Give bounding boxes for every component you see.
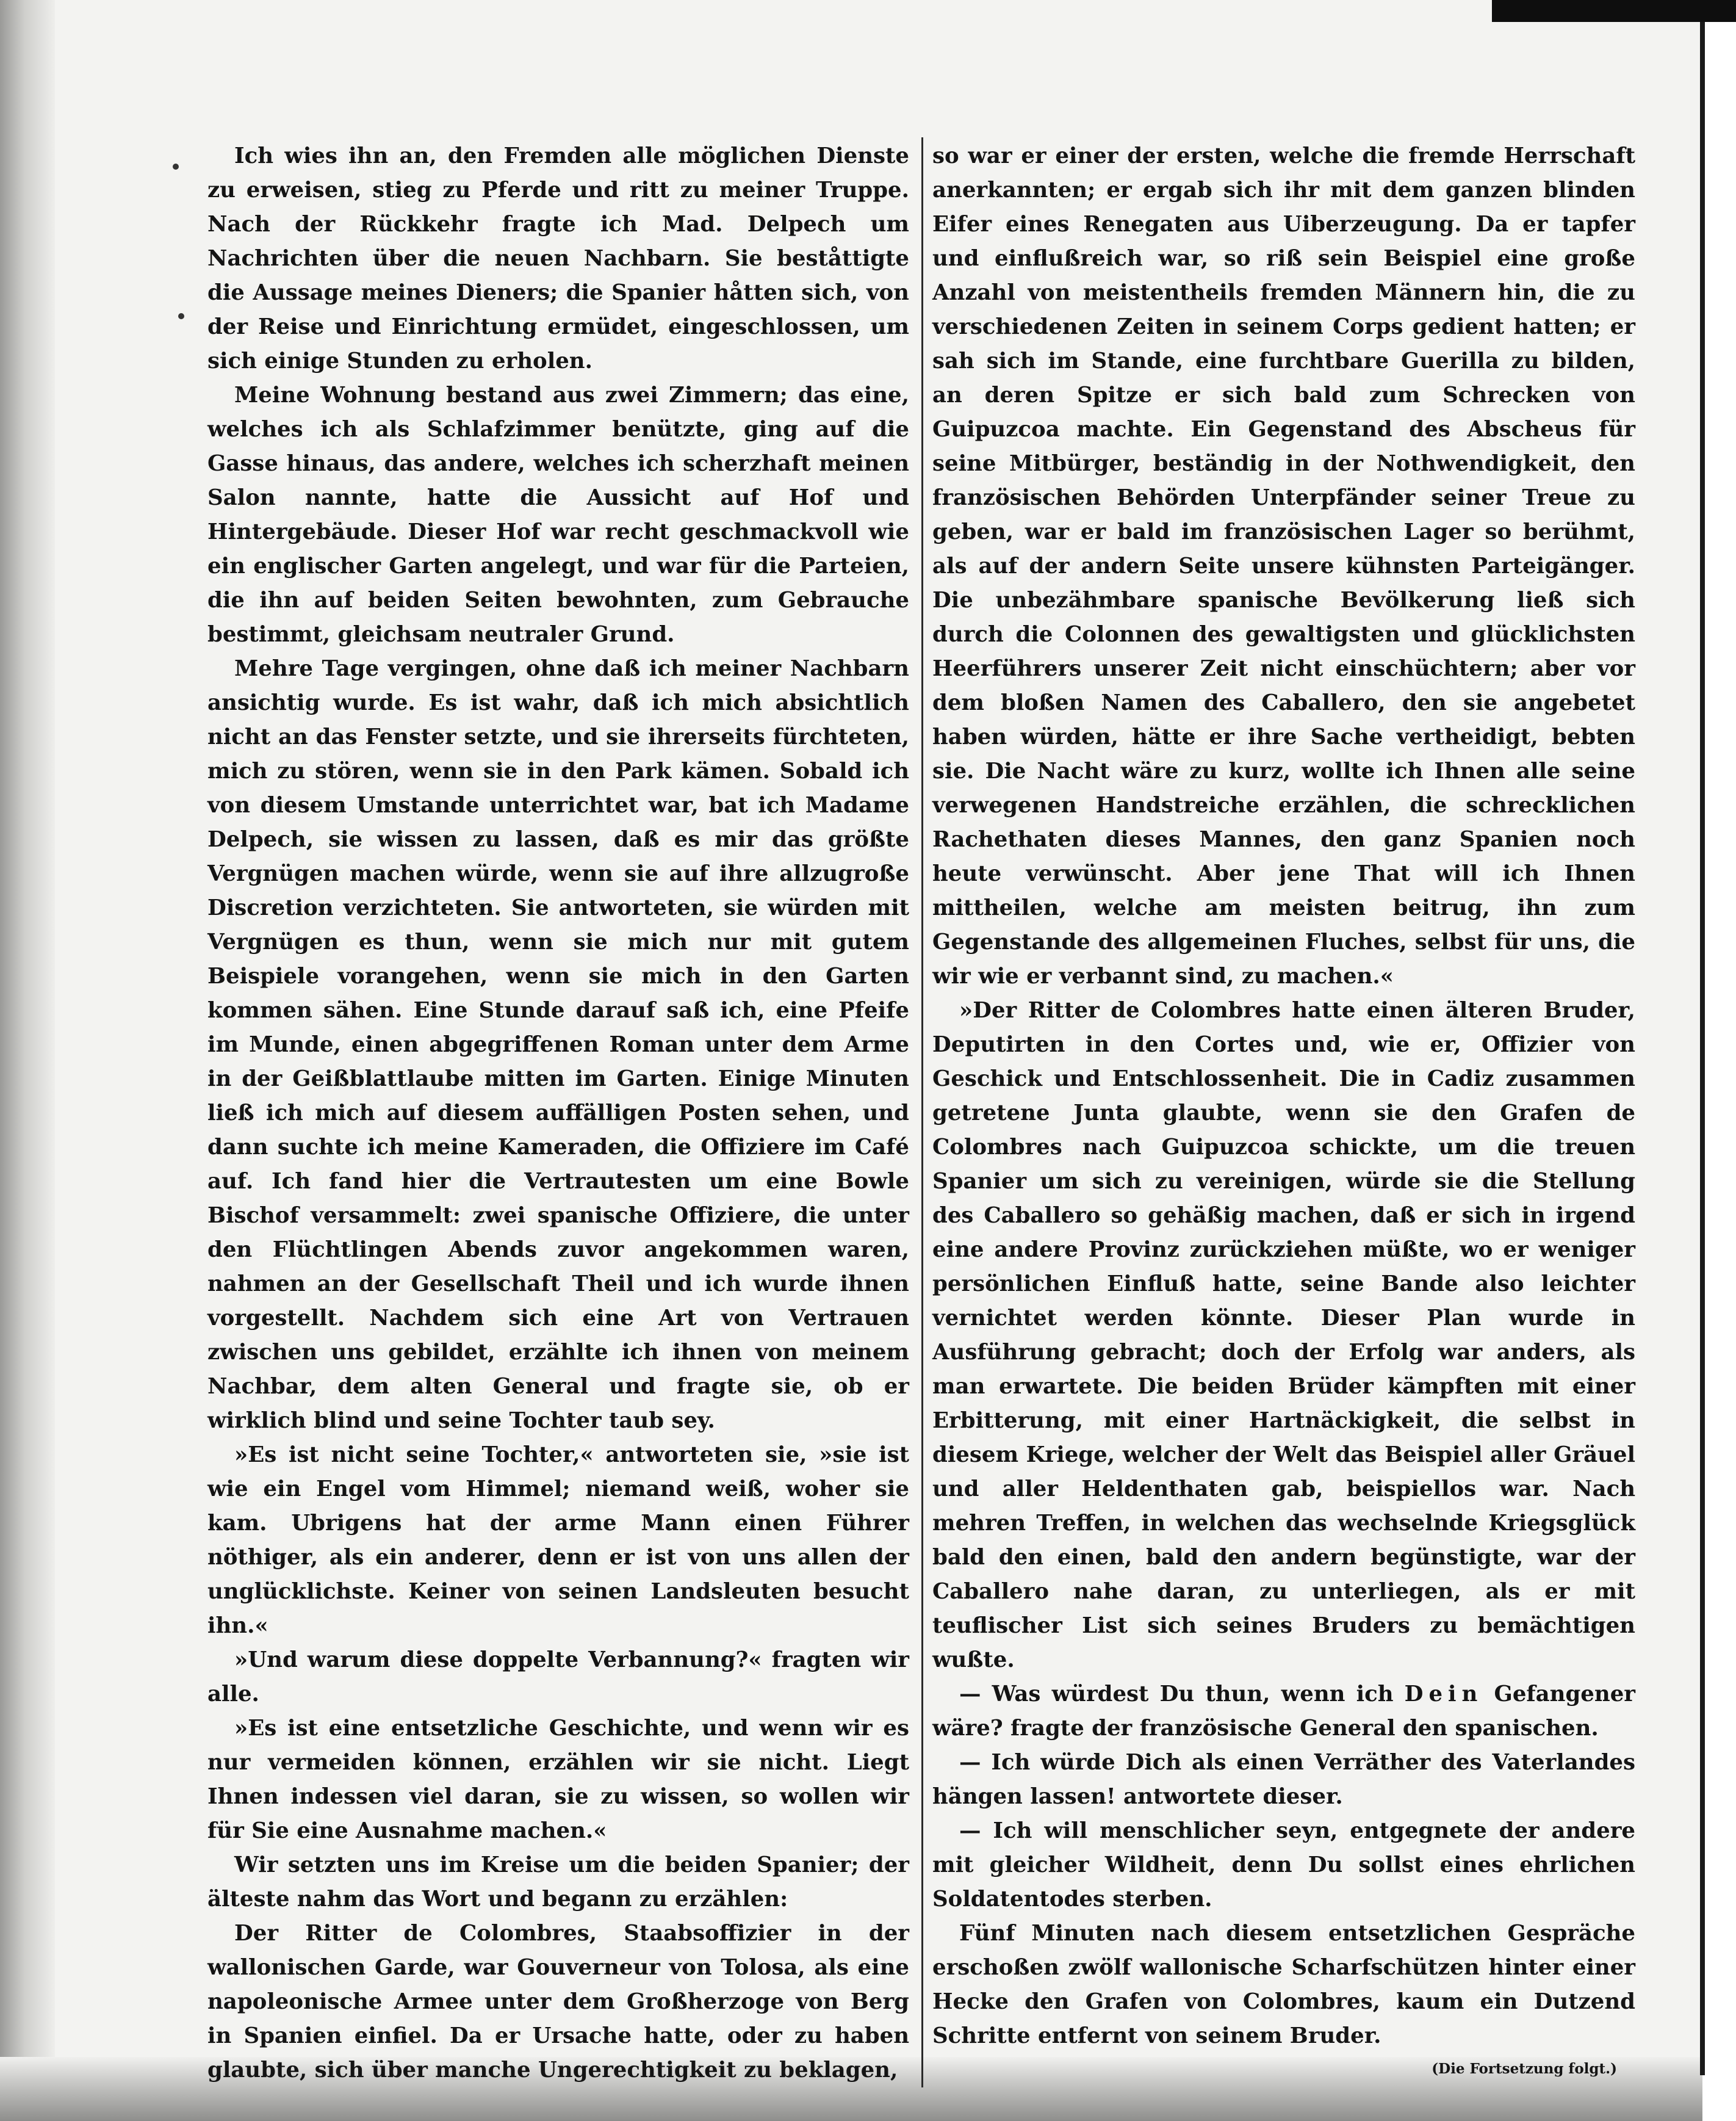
left-scan-shadow (0, 0, 55, 2121)
paragraph: Wir setzten uns im Kreise um die beiden Spanier; der älteste nahm das Wort und begann zu erzählen: (207, 1852, 909, 1912)
paragraph: Meine Wohnung bestand aus zwei Zimmern; das eine, welches ich als Schlafzimmer benützte, ging auf die Gasse hinaus, das andere, welches ich scherzhaft meinen Salon nannte, hatte die Aussicht auf Hof und Hintergebäude. Dieser Hof war recht geschmackvoll wie ein englischer Garten angelegt, und war für die Parteien, die ihn auf beiden Seiten bewohnten, zum Gebrauche bestimmt, gleichsam neutraler Grund. (207, 383, 909, 647)
paragraph: »Der Ritter de Colombres hatte einen älteren Bruder, Deputirten in den Cortes und, wie er, Offizier von Geschick und Entschlossenheit. Die in Cadiz zusammen getretene Junta glaubte, wenn sie den Grafen de Colombres nach Guipuzcoa schickte, um die treuen Spanier um sich zu vereinigen, würde sie die Stellung des Caballero so gehäßig machen, daß er sich in irgend eine andere Provinz zurückziehen müßte, wo er weniger persönlichen Einfluß hatte, seine Bande also leichter vernichtet werden könnte. Dieser Plan wurde in Ausführung gebracht; doch der Erfolg war anders, als man erwartete. Die beiden Brüder kämpften mit einer Erbitterung, mit einer Hartnäckigkeit, die selbst in diesem Kriege, welcher der Welt das Beispiel aller Gräuel und aller Heldenthaten gab, beispiellos war. Nach mehren Treffen, in welchen das wechselnde Kriegsglück bald den einen, bald den andern begünstigte, war der Caballero nahe daran, zu unterliegen, als er mit teuflischer List sich seines Bruders zu bemächtigen wußte. (932, 998, 1635, 1672)
paragraph: »Es ist eine entsetzliche Geschichte, und wenn wir es nur vermeiden können, erzählen wir sie nicht. Liegt Ihnen indessen viel daran, sie zu wissen, so wollen wir für Sie eine Ausnahme machen.« (207, 1716, 909, 1843)
paragraph: »Und warum diese doppelte Verbannung?« fragten wir alle. (207, 1647, 909, 1707)
dialogue-line: — Ich würde Dich als einen Verräther des Vaterlandes hängen lassen! antwortete dieser. (932, 1750, 1635, 1809)
paragraph: Mehre Tage vergingen, ohne daß ich meiner Nachbarn ansichtig wurde. Es ist wahr, daß ich mich absichtlich nicht an das Fenster setzte, und sie ihrerseits fürchteten, mich zu stören, wenn sie in den Park kämen. Sobald ich von diesem Umstande unterrichtet war, bat ich Madame Delpech, sie wissen zu lassen, daß es mir das größte Vergnügen machen würde, wenn sie auf ihre allzugroße Discretion verzichteten. Sie antworteten, sie würden mit Vergnügen es thun, wenn sie mich nur mit gutem Beispiele vorangehen, wenn sie mich in den Garten kommen sähen. Eine Stunde darauf saß ich, eine Pfeife im Munde, einen abgegriffenen Roman unter dem Arme in der Geißblattlaube mitten im Garten. Einige Minuten ließ ich mich auf diesem auffälligen Posten sehen, und dann suchte ich meine Kameraden, die Offiziere im Café auf. Ich fand hier die Vertrautesten um eine Bowle Bischof versammelt: zwei spanische Offiziere, die unter den Flüchtlingen Abends zuvor angekommen waren, nahmen an der Gesellschaft Theil und ich wurde ihnen vorgestellt. Nachdem sich eine Art von Vertrauen zwischen uns gebildet, erzählte ich ihnen von meinem Nachbar, dem alten General und fragte sie, ob er wirklich blind und seine Tochter taub sey. (207, 656, 909, 1433)
continuation-note: (Die Fortsetzung folgt.) (1432, 2061, 1617, 2077)
dialogue-text: Gefangener wäre? fragte der französische General den spanischen. (932, 1682, 1635, 1741)
right-margin (1702, 0, 1736, 2121)
paragraph: Fünf Minuten nach diesem entsetzlichen Gespräche erschoßen zwölf wallonische Scharfschützen hinter einer Hecke den Grafen von Colombres, kaum ein Dutzend Schritte entfernt von seinem Bruder. (932, 1921, 1635, 2048)
top-right-black-bar (1492, 0, 1736, 22)
paragraph-continued: so war er einer der ersten, welche die fremde Herrschaft anerkannten; er ergab sich ihr mit dem ganzen blinden Eifer eines Renegaten aus Uiberzeugung. Da er tapfer und einflußreich war, so riß sein Beispiel eine große Anzahl von meistentheils fremden Männern hin, die zu verschiedenen Zeiten in seinem Corps gedient hatten; er sah sich im Stande, eine furchtbare Guerilla zu bilden, an deren Spitze er sich bald zum Schrecken von Guipuzcoa machte. Ein Gegenstand des Abscheus für seine Mitbürger, beständig in der Nothwendigkeit, den französischen Behörden Unterpfänder seiner Treue zu geben, war er bald im französischen Lager so berühmt, als auf der andern Seite unsere kühnsten Parteigänger. Die unbezähmbare spanische Bevölkerung ließ sich durch die Colonnen des gewaltigsten und glücklichsten Heerführers unserer Zeit nicht einschüchtern; aber vor dem bloßen Namen des Caballero, den sie angebetet haben würden, hätte er ihre Sache vertheidigt, bebten sie. Die Nacht wäre zu kurz, wollte ich Ihnen alle seine verwegenen Handstreiche erzählen, die schrecklichen Rachethaten dieses Mannes, den ganz Spanien noch heute verwünscht. Aber jene That will ich Ihnen mittheilen, welche am meisten beitrug, ihn zum Gegenstande des allgemeinen Fluches, selbst für uns, die wir wie er verbannt sind, zu machen.« (932, 143, 1635, 989)
paragraph: »Es ist nicht seine Tochter,« antworteten sie, »sie ist wie ein Engel vom Himmel; niemand weiß, woher sie kam. Ubrigens hat der arme Mann einen Führer nöthiger, als ein anderer, denn er ist von uns allen der unglücklichste. Keiner von seinen Landsleuten besucht ihn.« (207, 1442, 909, 1638)
dialogue-line: — Ich will menschlicher seyn, entgegnete der andere mit gleicher Wildheit, denn Du sollst eines ehrlichen Soldatentodes sterben. (932, 1818, 1635, 1912)
dialogue-text: — Was würdest Du thun, wenn ich (959, 1682, 1405, 1707)
emphasized-word: Dein (1404, 1682, 1483, 1707)
margin-speck (173, 164, 179, 170)
page-right-edge (1700, 0, 1705, 2075)
dialogue-line (932, 1677, 1635, 1746)
right-column (932, 139, 1635, 2081)
column-divider-rule (921, 137, 923, 2087)
paragraph: Ich wies ihn an, den Fremden alle möglichen Dienste zu erweisen, stieg zu Pferde und ritt zu meiner Truppe. Nach der Rückkehr fragte ich Mad. Delpech um Nachrichten über die neuen Nachbarn. Sie beståttigte die Aussage meines Dieners; die Spanier håtten sich, von der Reise und Einrichtung ermüdet, eingeschlossen, um sich einige Stunden zu erholen. (207, 143, 909, 374)
paragraph: Der Ritter de Colombres, Staabsoffizier in der wallonischen Garde, war Gouverneur von Tolosa, als eine napoleonische Armee unter dem Großherzoge von Berg in Spanien einfiel. Da er Ursache hatte, oder zu haben glaubte, sich über manche Ungerechtigkeit zu beklagen, (207, 1921, 909, 2083)
margin-speck (178, 313, 184, 319)
left-column (207, 139, 909, 2087)
